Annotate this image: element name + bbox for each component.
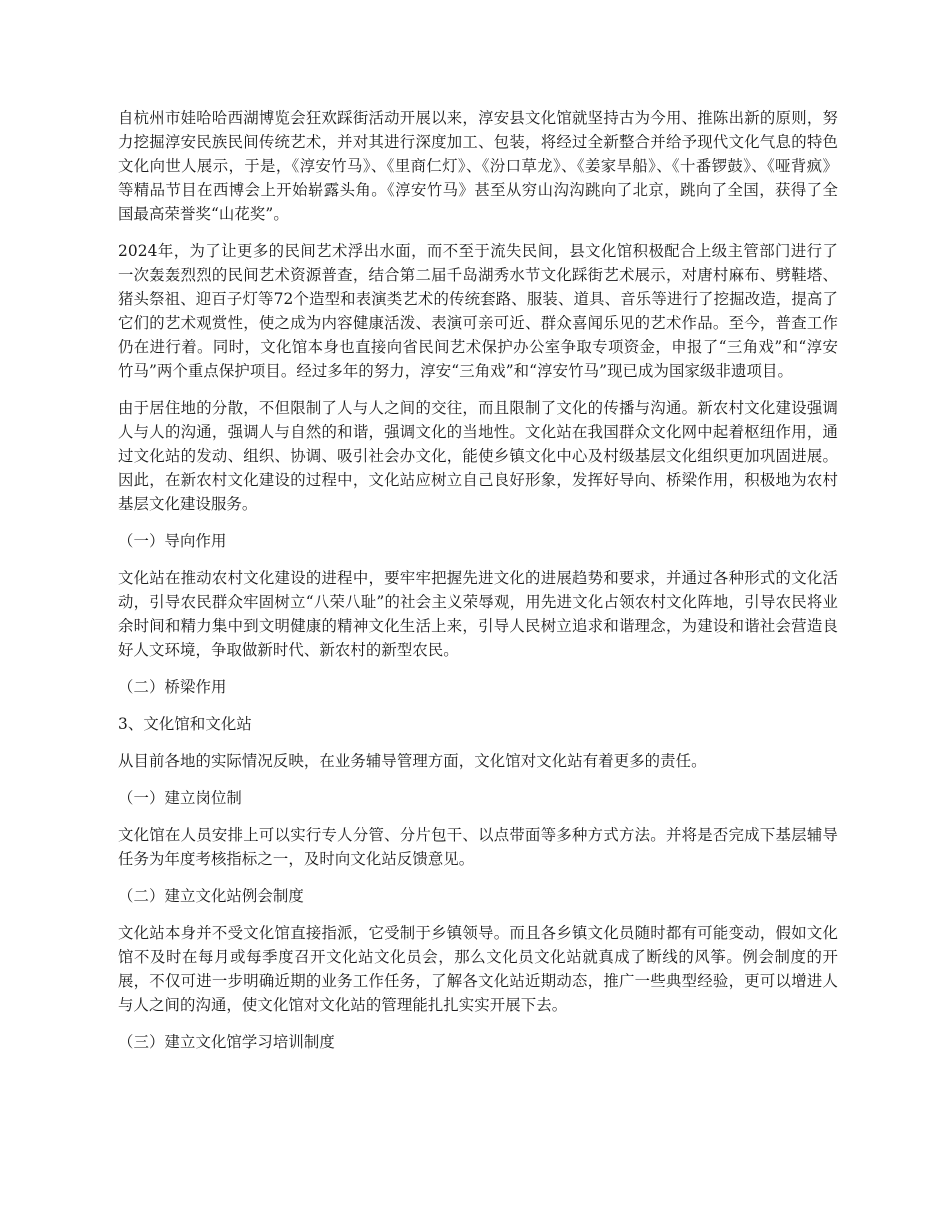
section-heading: （二）建立文化站例会制度: [118, 887, 304, 905]
paragraph: 文化站在推动农村文化建设的进程中，要牢牢把握先进文化的进展趋势和要求，并通过各种形式的文化活动，引导农民群众牢固树立“八荣八耻”的社会主义荣辱观，用先进文化占领农村文化阵地，引导农民将业余时间和精力集中到文明健康的精神文化生活上来，引导人民树立追求和谐理念，为建设和谐社会营造良好人文环境，争取做新时代、新农村的新型农民。: [118, 569, 838, 659]
section-heading: （一）建立岗位制: [118, 789, 242, 807]
section-heading: （二）桥梁作用: [118, 678, 227, 696]
document-body: [118, 106, 838, 1067]
section-heading: （一）导向作用: [118, 532, 227, 550]
paragraph: 从目前各地的实际情况反映，在业务辅导管理方面，文化馆对文化站有着更多的责任。: [118, 752, 707, 770]
paragraph: 文化馆在人员安排上可以实行专人分管、分片包干、以点带面等多种方式方法。并将是否完成下基层辅导任务为年度考核指标之一，及时向文化站反馈意见。: [118, 826, 838, 868]
section-heading: 3、文化馆和文化站: [118, 715, 252, 733]
section-heading: （三）建立文化馆学习培训制度: [118, 1033, 335, 1051]
paragraph: 文化站本身并不受文化馆直接指派，它受制于乡镇领导。而且各乡镇文化员随时都有可能变动，假如文化馆不及时在每月或每季度召开文化站文化员会，那么文化员文化站就真成了断线的风筝。例会制度的开展，不仅可进一步明确近期的业务工作任务，了解各文化站近期动态，推广一些典型经验，更可以增进人与人之间的沟通，使文化馆对文化站的管理能扎扎实实开展下去。: [118, 924, 838, 1014]
paragraph: 由于居住地的分散，不但限制了人与人之间的交往，而且限制了文化的传播与沟通。新农村文化建设强调人与人的沟通，强调人与自然的和谐，强调文化的当地性。文化站在我国群众文化网中起着枢纽作用，通过文化站的发动、组织、协调、吸引社会办文化，能使乡镇文化中心及村级基层文化组织更加巩固进展。因此，在新农村文化建设的过程中，文化站应树立自己良好形象，发挥好导向、桥梁作用，积极地为农村基层文化建设服务。: [118, 399, 838, 513]
paragraph: 自杭州市娃哈哈西湖博览会狂欢踩街活动开展以来，淳安县文化馆就坚持古为今用、推陈出新的原则，努力挖掘淳安民族民间传统艺术，并对其进行深度加工、包装，将经过全新整合并给予现代文化气息的特色文化向世人展示，于是，《淳安竹马》、《里商仁灯》、《汾口草龙》、《姜家旱船》、《十番锣鼓》、《哑背疯》等精品节目在西博会上开始崭露头角。《淳安竹马》甚至从穷山沟沟跳向了北京，跳向了全国，获得了全国最高荣誉奖“山花奖”。: [118, 109, 838, 223]
paragraph: 2024年，为了让更多的民间艺术浮出水面，而不至于流失民间，县文化馆积极配合上级主管部门进行了一次轰轰烈烈的民间艺术资源普查，结合第二届千岛湖秀水节文化踩街艺术展示，对唐村麻布、劈鞋塔、猪头祭祖、迎百子灯等72个造型和表演类艺术的传统套路、服装、道具、音乐等进行了挖掘改造，提高了它们的艺术观赏性，使之成为内容健康活泼、表演可亲可近、群众喜闻乐见的艺术作品。至今，普查工作仍在进行着。同时，文化馆本身也直接向省民间艺术保护办公室争取专项资金，申报了“三角戏”和“淳安竹马”两个重点保护项目。经过多年的努力，淳安“三角戏”和“淳安竹马”现已成为国家级非遗项目。: [118, 242, 838, 380]
